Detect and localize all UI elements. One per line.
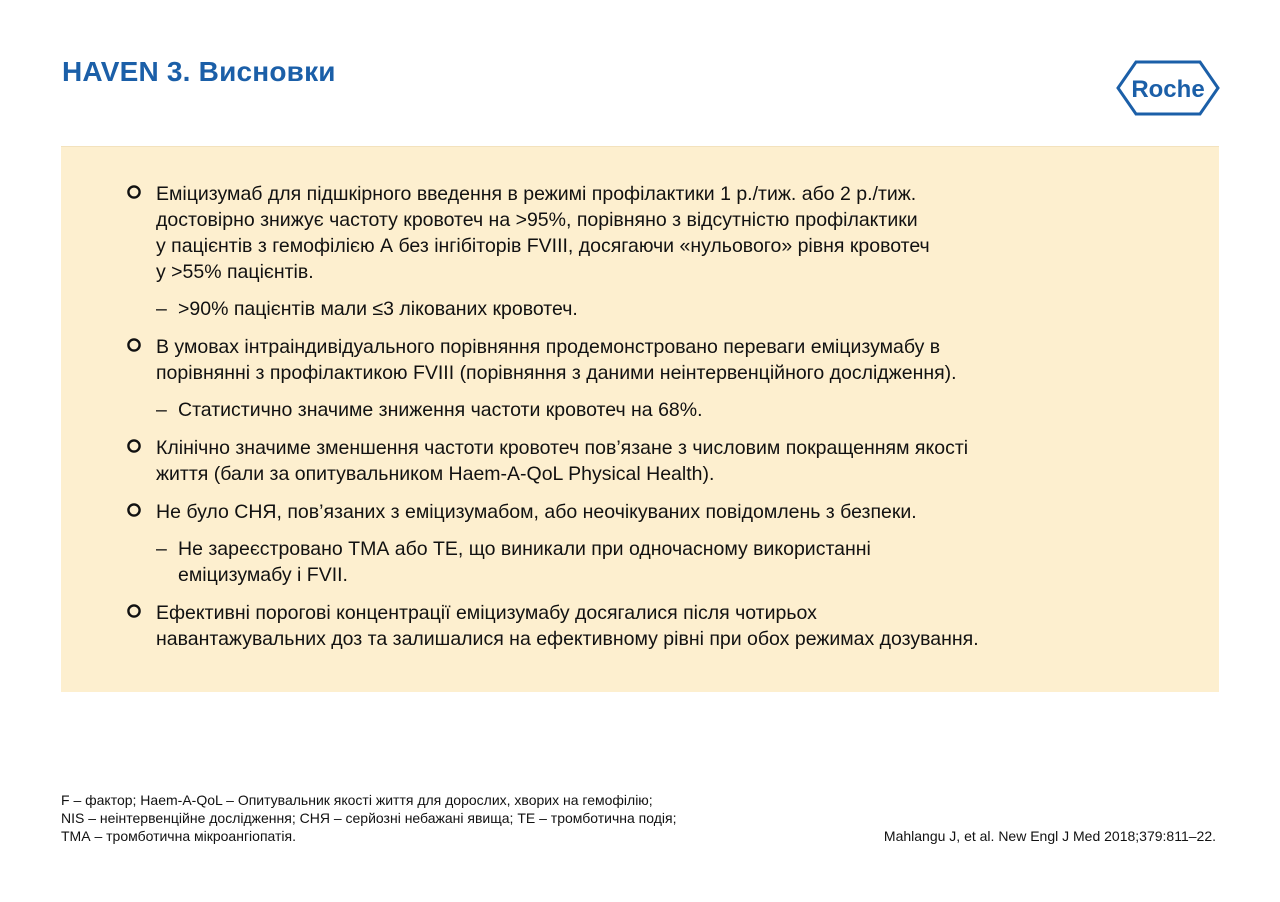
- conclusions-list: [127, 181, 1097, 664]
- open-circle-bullet-icon: [127, 185, 141, 199]
- bullet-point-4: [127, 499, 1097, 525]
- point-text-line: Клінічно значиме зменшення частоти кровотеч пов’язане з числовим покращенням якості: [156, 437, 969, 459]
- point-text-line: у пацієнтів з гемофілією А без інгібіторів FVIII, досягаючи «нульового» рівня кровотеч: [156, 235, 930, 257]
- point-text-line: у >55% пацієнтів.: [156, 261, 314, 283]
- point-text-line: навантажувальних доз та залишалися на ефективному рівні при обох режимах дозування.: [156, 628, 979, 650]
- bullet-point-2: [127, 334, 1097, 386]
- dash-marker: –: [156, 538, 167, 560]
- point-text-line: достовірно знижує частоту кровотеч на >95%, порівняно з відсутністю профілактики: [156, 209, 918, 231]
- open-circle-bullet-icon: [127, 338, 141, 352]
- footnote-line: NIS – неінтервенційне дослідження; СНЯ – серйозні небажані явища; ТЕ – тромботична подія;: [61, 810, 677, 826]
- point-text-line: Ефективні порогові концентрації еміцизумабу досягалися після чотирьох: [156, 602, 817, 624]
- sub-point-4: [127, 536, 1097, 588]
- sub-point-text: Статистично значиме зниження частоти кровотеч на 68%.: [178, 399, 703, 421]
- roche-logo: [1116, 60, 1220, 116]
- bullet-point-5: [127, 600, 1097, 652]
- sub-point-text: еміцизумабу і FVII.: [178, 564, 348, 586]
- sub-point-text: Не зареєстровано ТМА або ТЕ, що виникали при одночасному використанні: [178, 538, 871, 560]
- open-circle-bullet-icon: [127, 604, 141, 618]
- sub-point-text: >90% пацієнтів мали ≤3 лікованих кровотеч.: [178, 298, 578, 320]
- footnote-line: ТМА – тромботична мікроангіопатія.: [61, 828, 297, 844]
- point-text-line: Еміцизумаб для підшкірного введення в режимі профілактики 1 р./тиж. або 2 р./тиж.: [156, 183, 917, 205]
- footnote-line: F – фактор; Haem-A-QoL – Опитувальник якості життя для дорослих, хворих на гемофілію;: [61, 792, 653, 808]
- point-text-line: життя (бали за опитувальником Haem-A-QoL Physical Health).: [156, 463, 715, 485]
- sub-point-1: [127, 296, 1097, 322]
- page-title: HAVEN 3. Висновки: [62, 56, 336, 87]
- bullet-point-1: [127, 181, 1097, 285]
- point-text-line: порівнянні з профілактикою FVIII (порівняння з даними неінтервенційного дослідження).: [156, 362, 957, 384]
- point-text-line: Не було СНЯ, пов’язаних з еміцизумабом, або неочікуваних повідомлень з безпеки.: [156, 501, 917, 523]
- point-text-line: В умовах інтраіндивідуального порівняння продемонстровано переваги еміцизумабу в: [156, 336, 941, 358]
- citation: Mahlangu J, et al. New Engl J Med 2018;379:811–22.: [883, 828, 1216, 844]
- roche-logo-text: Roche: [1131, 76, 1205, 103]
- footnotes: [61, 791, 677, 845]
- bullet-point-3: [127, 435, 1097, 487]
- open-circle-bullet-icon: [127, 439, 141, 453]
- dash-marker: –: [156, 298, 167, 320]
- sub-point-2: [127, 397, 1097, 423]
- open-circle-bullet-icon: [127, 503, 141, 517]
- dash-marker: –: [156, 399, 167, 421]
